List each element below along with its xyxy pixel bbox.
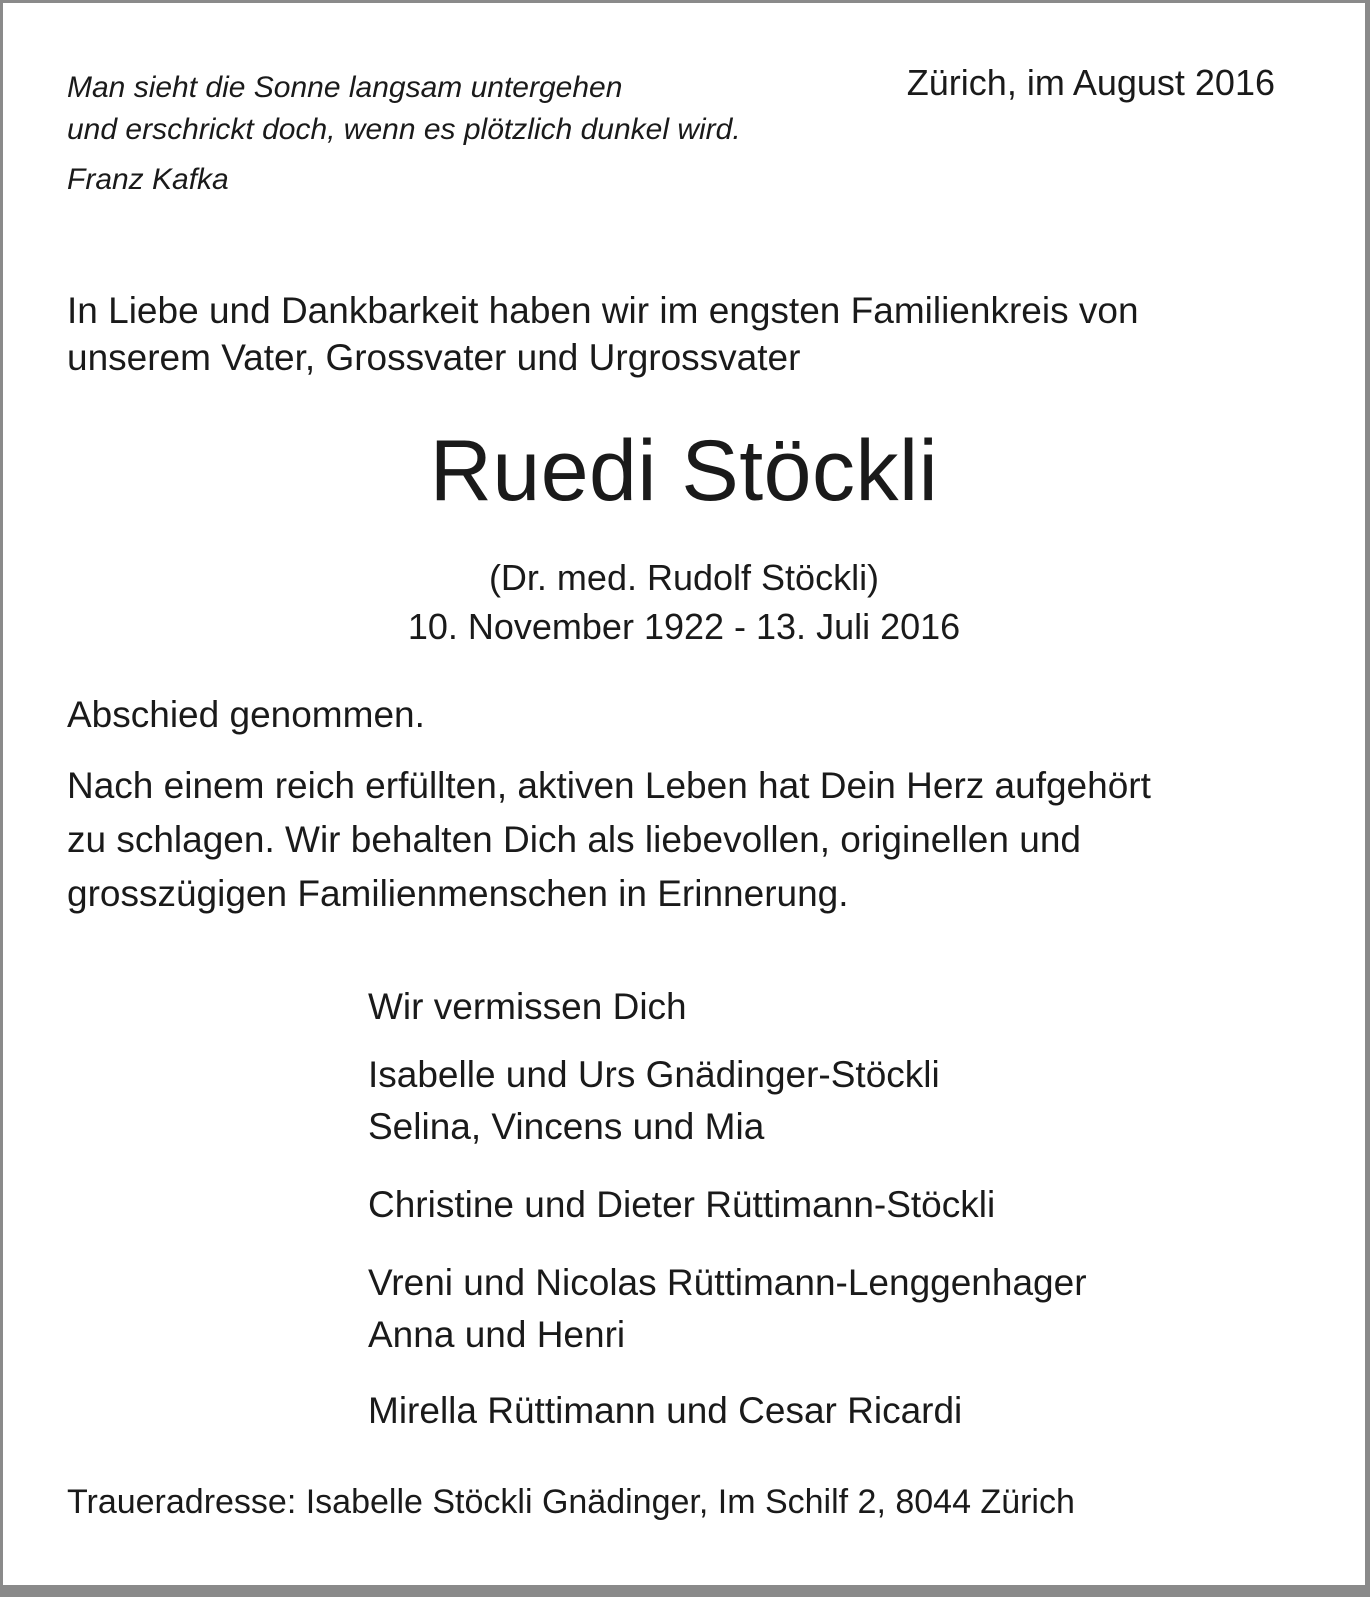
family-group-4-line-1: Mirella Rüttimann und Cesar Ricardi [368, 1390, 963, 1431]
family-group-2-line-1: Christine und Dieter Rüttimann-Stöckli [368, 1184, 996, 1225]
intro-line-1: In Liebe und Dankbarkeit haben wir im engsten Familienkreis von [67, 290, 1139, 331]
family-group-3-line-2: Anna und Henri [368, 1314, 626, 1355]
farewell-line: Abschied genommen. [67, 694, 425, 735]
paragraph-line-3: grosszügigen Familienmenschen in Erinnerung. [67, 873, 849, 914]
family-group-3-line-1: Vreni und Nicolas Rüttimann-Lenggenhager [368, 1262, 1087, 1303]
memorial-paragraph [67, 759, 1151, 921]
quote-line-2: und erschrickt doch, wenn es plötzlich dunkel wird. [67, 113, 741, 146]
deceased-name: Ruedi Stöckli [429, 423, 939, 519]
family-group-1 [368, 1049, 940, 1153]
quote-author: Franz Kafka [67, 163, 229, 196]
kafka-quote [67, 67, 741, 151]
family-group-2 [368, 1179, 995, 1231]
life-dates: 10. November 1922 - 13. Juli 2016 [407, 606, 961, 647]
family-group-1-line-1: Isabelle und Urs Gnädinger-Stöckli [368, 1054, 940, 1095]
family-group-3 [368, 1257, 1087, 1361]
family-group-4 [368, 1385, 962, 1437]
deceased-full-name: (Dr. med. Rudolf Stöckli) [488, 557, 880, 598]
intro-text [67, 287, 1139, 381]
paragraph-line-1: Nach einem reich erfüllten, aktiven Leben hat Dein Herz aufgehört [67, 765, 1151, 806]
place-date: Zürich, im August 2016 [906, 62, 1275, 103]
closing-line: Wir vermissen Dich [368, 986, 687, 1027]
mourning-address: Traueradresse: Isabelle Stöckli Gnädinger, Im Schilf 2, 8044 Zürich [67, 1483, 1075, 1521]
quote-line-1: Man sieht die Sonne langsam untergehen [67, 71, 623, 104]
family-group-1-line-2: Selina, Vincens und Mia [368, 1106, 765, 1147]
intro-line-2: unserem Vater, Grossvater und Urgrossvater [67, 337, 801, 378]
paragraph-line-2: zu schlagen. Wir behalten Dich als liebevollen, originellen und [67, 819, 1081, 860]
